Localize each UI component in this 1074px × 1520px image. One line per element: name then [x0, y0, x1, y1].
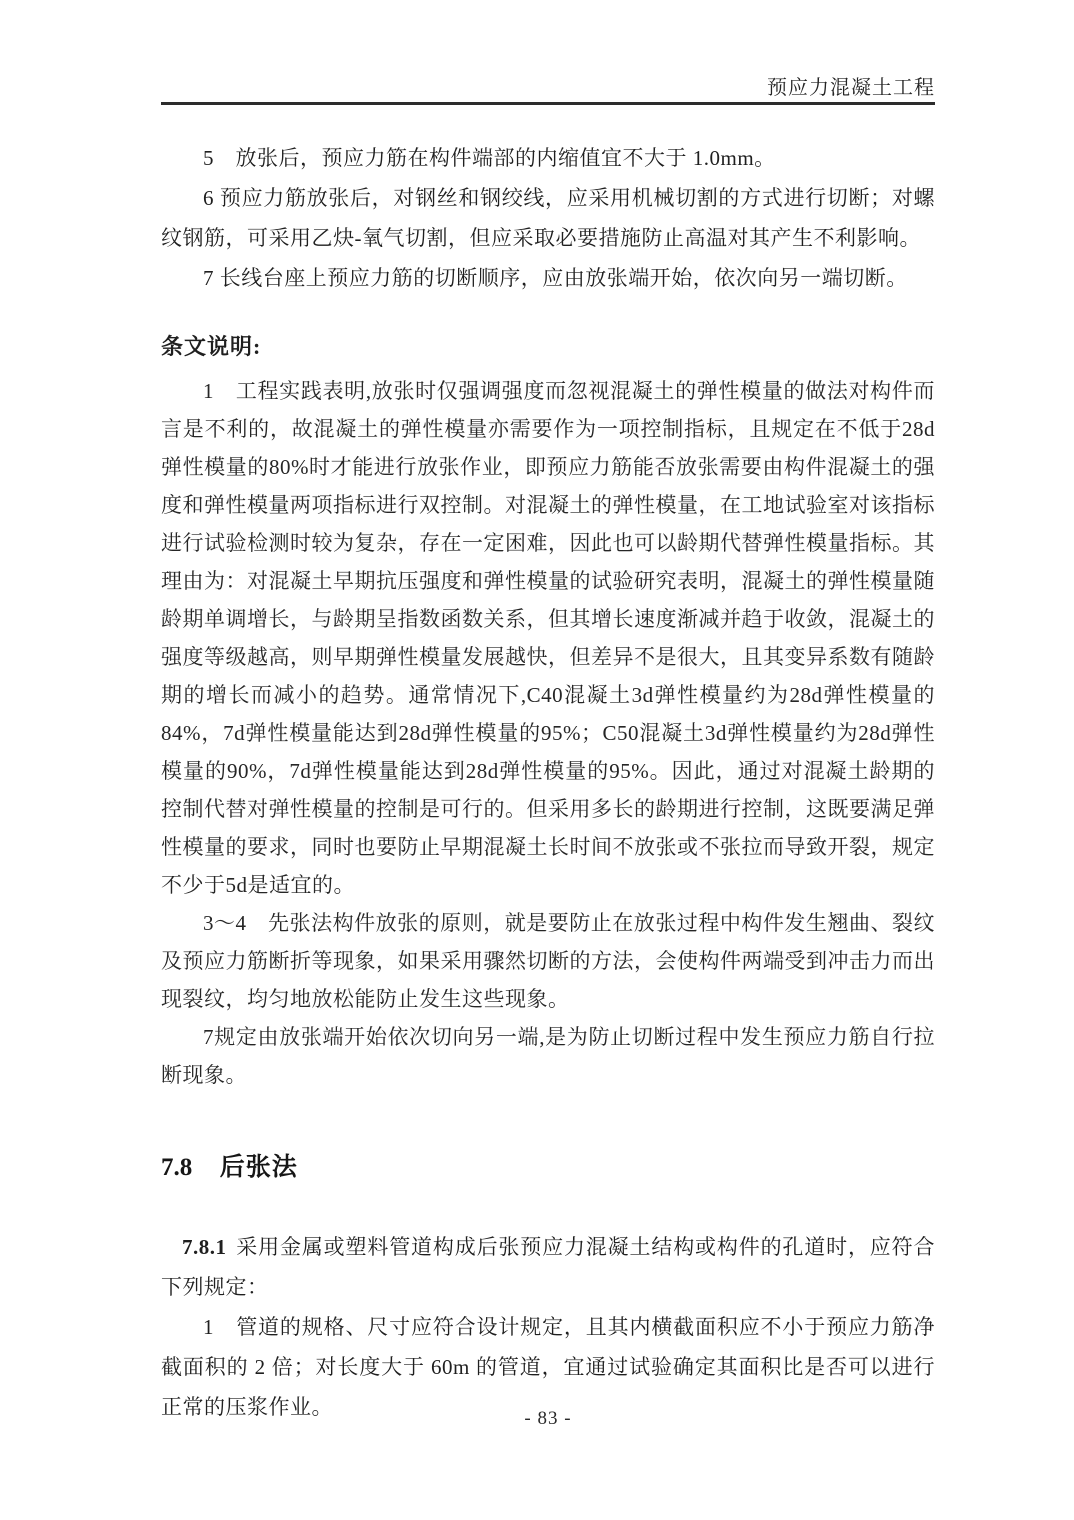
- clause-paragraph-7: 7 长线台座上预应力筋的切断顺序，应由放张端开始，依次向另一端切断。: [203, 266, 908, 290]
- section-title: 后张法: [219, 1153, 298, 1181]
- explanation-heading: 条文说明:: [161, 334, 262, 359]
- running-header: [161, 0, 935, 105]
- clause-paragraph-5: 5 放张后，预应力筋在构件端部的内缩值宜不大于 1.0mm。: [203, 146, 776, 170]
- clause-list: [161, 138, 935, 298]
- subsection-text: 采用金属或塑料管道构成后张预应力混凝土结构或构件的孔道时，应符合下列规定：: [161, 1235, 935, 1299]
- explanation-paragraph-7: 7规定由放张端开始依次切向另一端,是为防止切断过程中发生预应力筋自行拉断现象。: [161, 1025, 935, 1087]
- explanation-paragraph-1: 1 工程实践表明,放张时仅强调强度而忽视混凝土的弹性模量的做法对构件而言是不利的，故混凝土的弹性模量亦需要作为一项控制指标，且规定在不低于28d弹性模量的80%时才能进行放张作业，即预应力筋能否放张需要由构件混凝土的强度和弹性模量两项指标进行双控制。对混凝土的弹性模量，在工地试验室对该指标进行试验检测时较为复杂，存在一定困难，因此也可以龄期代替弹性模量指标。其理由为：对混凝土早期抗压强度和弹性模量的试验研究表明，混凝土的弹性模量随龄期单调增长，与龄期呈指数函数关系，但其增长速度渐减并趋于收敛，混凝土的强度等级越高，则早期弹性模量发展越快，但差异不是很大，且其变异系数有随龄期的增长而减小的趋势。通常情况下,C40混凝土3d弹性模量约为28d弹性模量的84%，7d弹性模量能达到28d弹性模量的95%；C50混凝土3d弹性模量约为28d弹性模量的90%，7d弹性模量能达到28d弹性模量的95%。因此，通过对混凝土龄期的控制代替对弹性模量的控制是可行的。但采用多长的龄期进行控制，这既要满足弹性模量的要求，同时也要防止早期混凝土长时间不放张或不张拉而导致开裂，规定不少于5d是适宜的。: [161, 379, 935, 897]
- subsection-item-1: 1 管道的规格、尺寸应符合设计规定，且其内横截面积应不小于预应力筋净截面积的 2 倍；对长度大于 60m 的管道，宜通过试验确定其面积比是否可以进行正常的压浆作业。: [161, 1315, 935, 1419]
- subsection-number: 7.8.1: [182, 1235, 227, 1259]
- clause-paragraph-6: 6 预应力筋放张后，对钢丝和钢绞线，应采用机械切割的方式进行切断；对螺纹钢筋，可采用乙炔-氧气切割，但应采取必要措施防止高温对其产生不利影响。: [161, 186, 935, 250]
- page-number: - 83 -: [524, 1408, 572, 1429]
- section-heading: [161, 1150, 935, 1185]
- subsection-paragraph: [161, 1227, 935, 1307]
- explanation-block: [161, 328, 935, 1094]
- running-header-title: 预应力混凝土工程: [767, 77, 935, 99]
- section-number: 7.8: [161, 1154, 193, 1181]
- subsection-7-8-1: [161, 1227, 935, 1427]
- explanation-paragraph-3-4: 3～4 先张法构件放张的原则，就是要防止在放张过程中构件发生翘曲、裂纹及预应力筋断折等现象，如果采用骤然切断的方法，会使构件两端受到冲击力而出现裂纹，均匀地放松能防止发生这些现象。: [161, 911, 935, 1011]
